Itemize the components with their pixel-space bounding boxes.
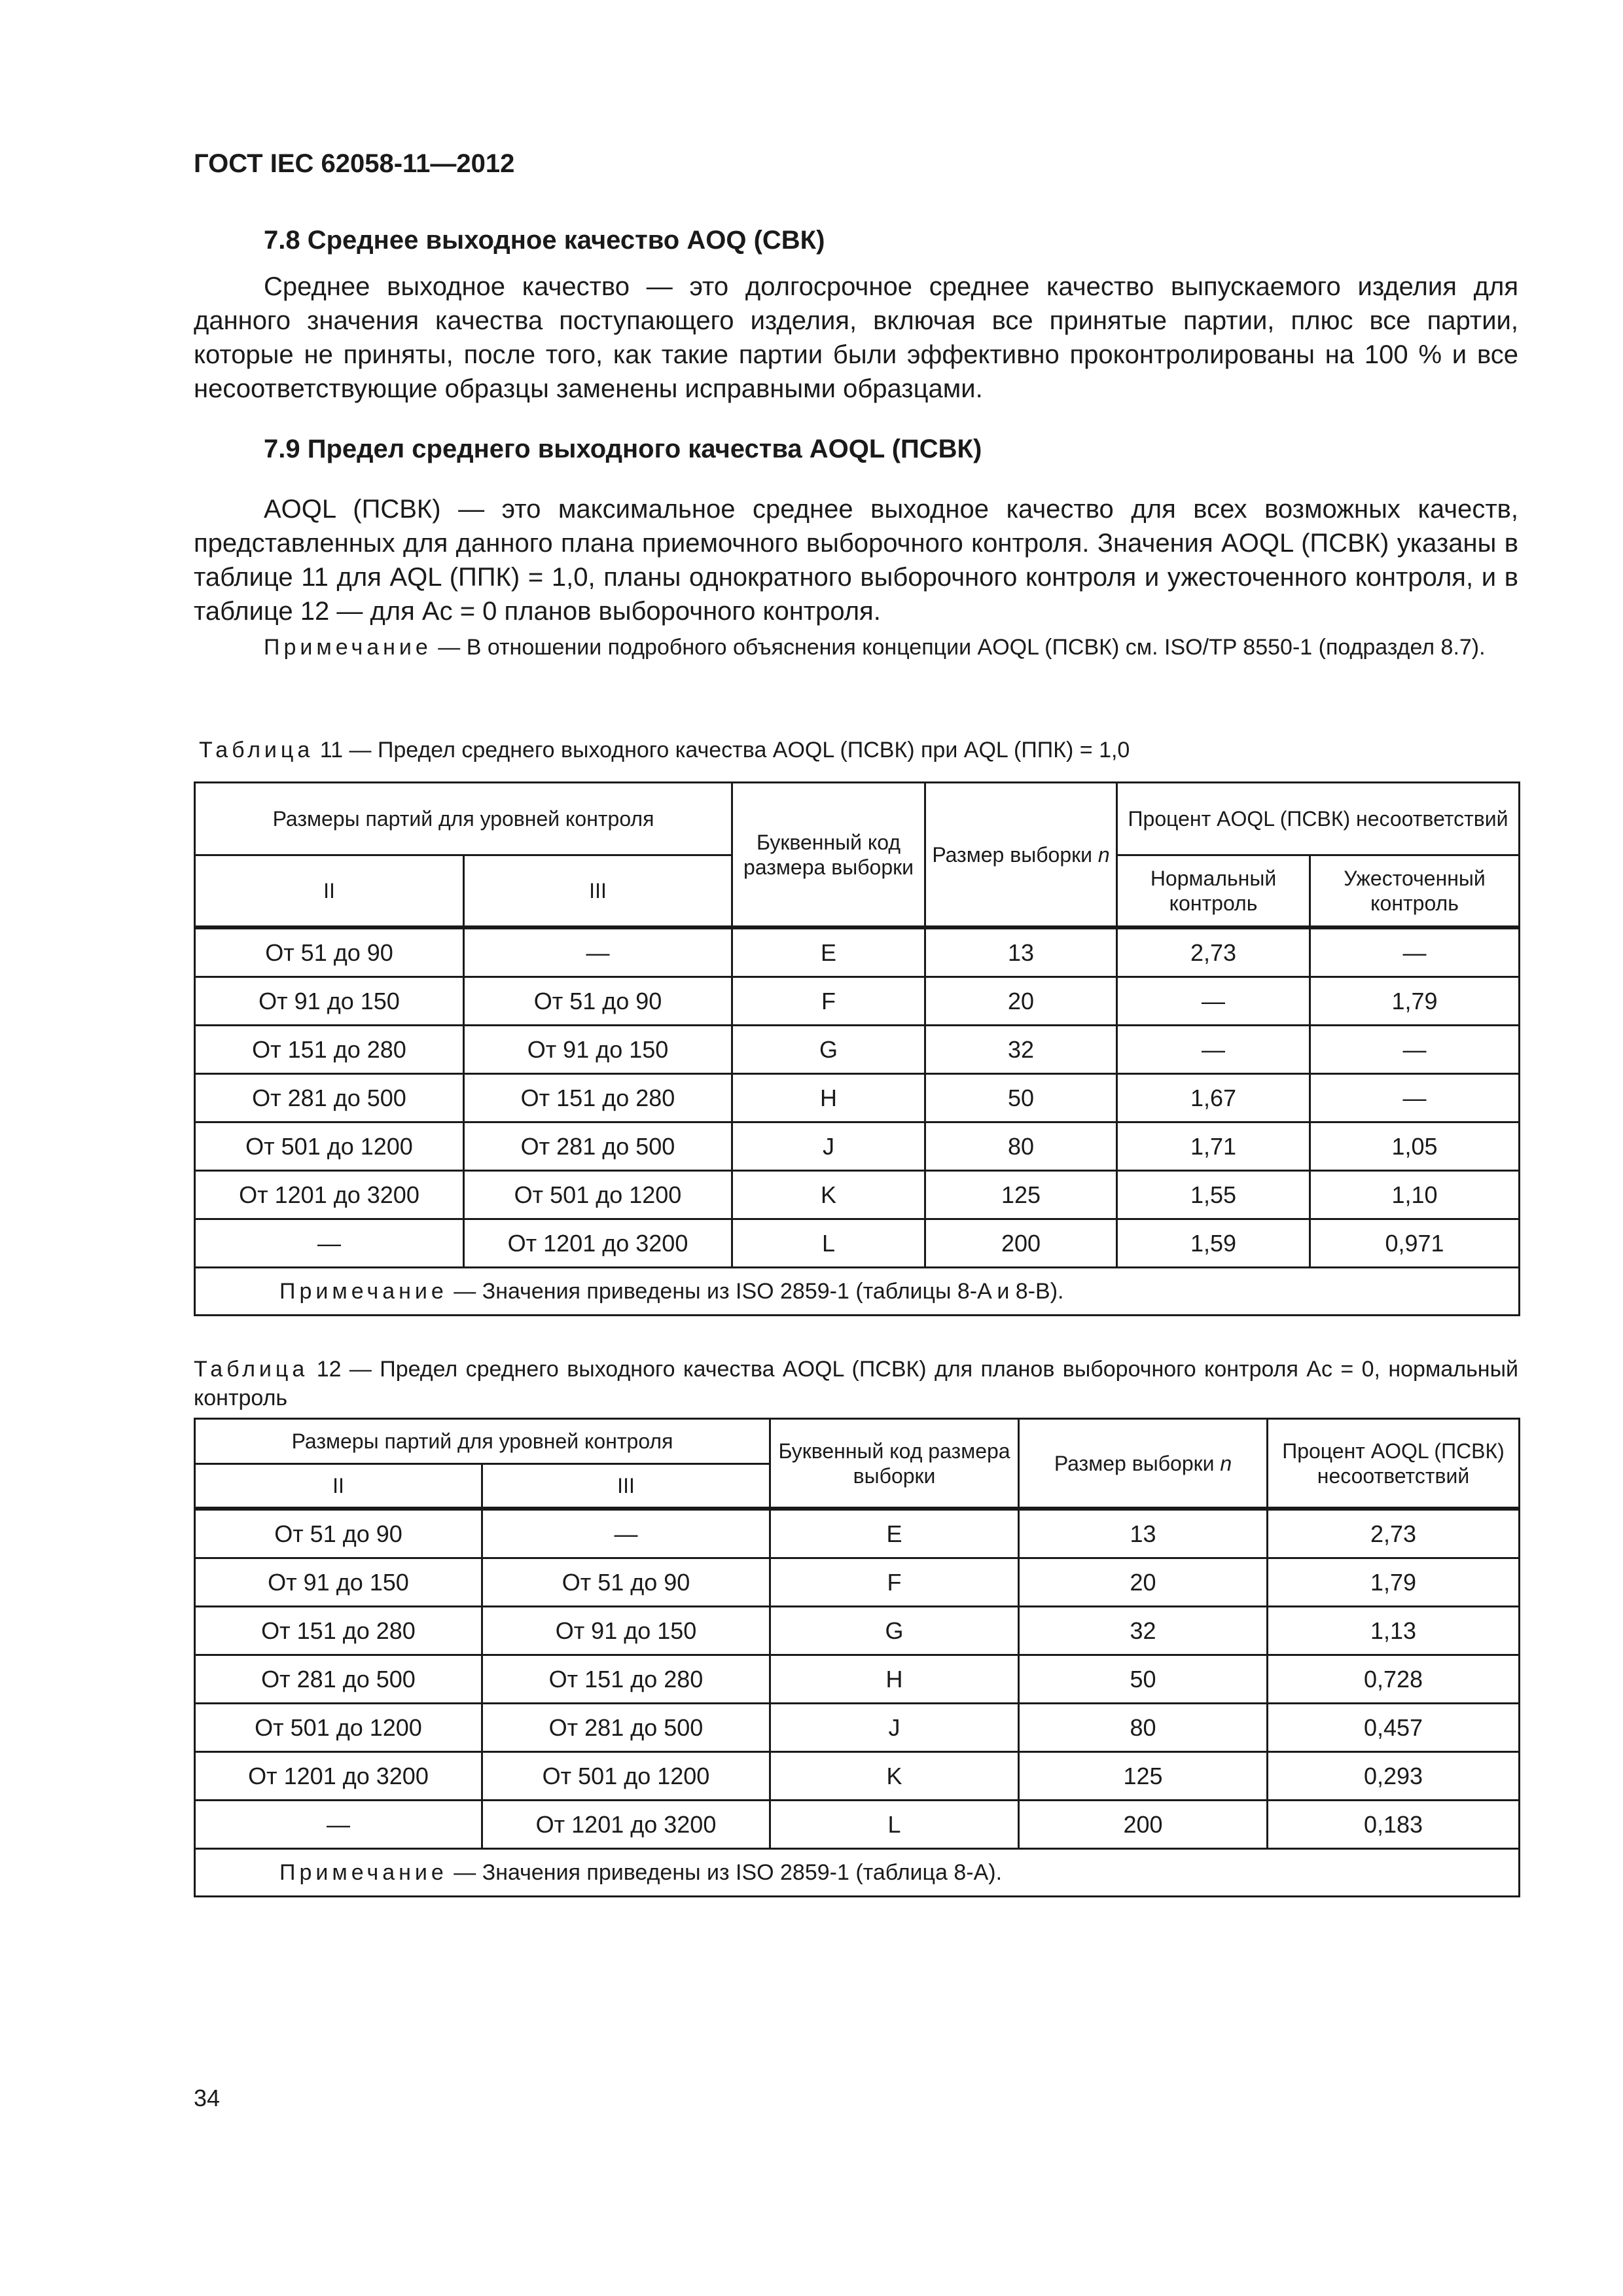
table-row — [195, 1655, 1520, 1704]
caption-label: Таблица — [194, 1357, 309, 1382]
normal-control-header: Нормальный контроль — [1117, 855, 1310, 928]
tightened-control-header: Ужесточенный контроль — [1310, 855, 1520, 928]
code-letter-cell: J — [770, 1704, 1019, 1752]
sample-size-cell: 13 — [1019, 1509, 1268, 1558]
section-7-9-text: AOQL (ПСВК) — это максимальное среднее выходное качество для всех возможных качеств, представленных для данного плана приемочного выборочного контроля. Значения AOQL (ПСВК) указаны в таблице 11 для AQL (ППК) = 1,0, планы однократного выборочного контроля и ужесточенного контроля, и в таблице 12 — для Ac = 0 планов выборочного контроля. — [194, 495, 1518, 626]
code-letter-cell: F — [732, 977, 925, 1026]
lot-size-level-2-cell: От 151 до 280 — [195, 1607, 482, 1655]
table-row — [195, 1558, 1520, 1607]
caption-label: Таблица — [199, 738, 314, 762]
lot-size-level-2-cell: — — [195, 1219, 464, 1268]
note-text: — Значения приведены из ISO 2859-1 (таблица 8-A). — [447, 1860, 1003, 1885]
level-2-header: II — [195, 1464, 482, 1509]
section-7-9-note — [194, 633, 1518, 662]
note-label: Примечание — [279, 1860, 448, 1885]
sample-size-cell: 50 — [925, 1074, 1117, 1122]
caption-text: 11 — Предел среднего выходного качества AOQL (ПСВК) при AQL (ППК) = 1,0 — [313, 738, 1130, 762]
sample-size-label: Размер выборки — [1054, 1451, 1221, 1475]
table-row — [195, 977, 1520, 1026]
lot-size-level-3-cell: — — [464, 927, 732, 977]
aoql-tightened-cell: — — [1310, 1074, 1520, 1122]
aoql-cell: 2,73 — [1268, 1509, 1520, 1558]
aoql-cell: 1,13 — [1268, 1607, 1520, 1655]
sample-size-variable: n — [1097, 842, 1110, 867]
sample-size-cell: 125 — [1019, 1752, 1268, 1801]
lot-size-level-2-cell: От 1201 до 3200 — [195, 1752, 482, 1801]
page-number: 34 — [194, 2085, 221, 2111]
aoql-tightened-cell: 1,05 — [1310, 1122, 1520, 1171]
table-11-caption — [199, 736, 1130, 764]
lot-size-level-3-cell: От 1201 до 3200 — [482, 1801, 770, 1849]
lot-size-level-2-cell: От 1201 до 3200 — [195, 1171, 464, 1219]
aoql-normal-cell: 1,59 — [1117, 1219, 1310, 1268]
sample-size-variable: n — [1220, 1451, 1232, 1475]
sample-size-cell: 13 — [925, 927, 1117, 977]
code-letter-cell: G — [732, 1026, 925, 1074]
code-letter-header: Буквенный код размера выборки — [732, 783, 925, 928]
section-7-9-heading: 7.9 Предел среднего выходного качества AOQL (ПСВК) — [264, 435, 982, 463]
table-row — [195, 1752, 1520, 1801]
aoql-tightened-cell: 1,10 — [1310, 1171, 1520, 1219]
code-letter-header: Буквенный код размера выборки — [770, 1419, 1019, 1509]
aoql-percent-header: Процент AOQL (ПСВК) несоответствий — [1268, 1419, 1520, 1509]
lot-size-level-3-cell: От 151 до 280 — [464, 1074, 732, 1122]
lot-size-level-2-cell: От 501 до 1200 — [195, 1704, 482, 1752]
aoql-tightened-cell: 1,79 — [1310, 977, 1520, 1026]
sample-size-cell: 200 — [925, 1219, 1117, 1268]
aoql-normal-cell: — — [1117, 1026, 1310, 1074]
lot-size-level-3-cell: От 501 до 1200 — [464, 1171, 732, 1219]
lot-sizes-header: Размеры партий для уровней контроля — [195, 783, 732, 855]
sample-size-header — [1019, 1419, 1268, 1509]
aoql-normal-cell: 1,67 — [1117, 1074, 1310, 1122]
lot-size-level-3-cell: От 91 до 150 — [482, 1607, 770, 1655]
lot-size-level-2-cell: От 281 до 500 — [195, 1655, 482, 1704]
lot-sizes-header: Размеры партий для уровней контроля — [195, 1419, 770, 1464]
table-row — [195, 927, 1520, 977]
sample-size-header — [925, 783, 1117, 928]
code-letter-cell: F — [770, 1558, 1019, 1607]
sample-size-cell: 20 — [925, 977, 1117, 1026]
table-row — [195, 1219, 1520, 1268]
lot-size-level-2-cell: — — [195, 1801, 482, 1849]
lot-size-level-3-cell: От 1201 до 3200 — [464, 1219, 732, 1268]
aoql-tightened-cell: — — [1310, 927, 1520, 977]
code-letter-cell: G — [770, 1607, 1019, 1655]
note-label: Примечание — [264, 635, 432, 660]
table-row — [195, 1171, 1520, 1219]
aoql-normal-cell: 1,71 — [1117, 1122, 1310, 1171]
table-row — [195, 1801, 1520, 1849]
sample-size-cell: 32 — [1019, 1607, 1268, 1655]
table-row — [195, 1026, 1520, 1074]
note-text: — В отношении подробного объяснения концепции AOQL (ПСВК) см. ISO/TP 8550-1 (подраздел 8.7). — [431, 635, 1486, 660]
lot-size-level-3-cell: От 51 до 90 — [464, 977, 732, 1026]
code-letter-cell: L — [732, 1219, 925, 1268]
lot-size-level-2-cell: От 51 до 90 — [195, 927, 464, 977]
aoql-normal-cell: 1,55 — [1117, 1171, 1310, 1219]
section-7-8-text: Среднее выходное качество — это долгосрочное среднее качество выпускаемого изделия для данного значения качества поступающего изделия, включая все принятые партии, плюс все партии, которые не приняты, после того, как такие партии были эффективно проконтролированы на 100 % и все несоответствующие образцы заменены исправными образцами. — [194, 272, 1518, 403]
sample-size-cell: 32 — [925, 1026, 1117, 1074]
code-letter-cell: E — [770, 1509, 1019, 1558]
aoql-cell: 0,457 — [1268, 1704, 1520, 1752]
table-row — [195, 1122, 1520, 1171]
table-11-note — [195, 1268, 1520, 1316]
lot-size-level-3-cell: От 91 до 150 — [464, 1026, 732, 1074]
table-row — [195, 1607, 1520, 1655]
table-11 — [194, 781, 1520, 1316]
table-row — [195, 1074, 1520, 1122]
lot-size-level-3-cell: От 501 до 1200 — [482, 1752, 770, 1801]
sample-size-cell: 125 — [925, 1171, 1117, 1219]
lot-size-level-2-cell: От 501 до 1200 — [195, 1122, 464, 1171]
table-row — [195, 1509, 1520, 1558]
lot-size-level-3-cell: От 281 до 500 — [482, 1704, 770, 1752]
section-7-8-heading: 7.8 Среднее выходное качество AOQ (СВК) — [264, 226, 825, 255]
aoql-cell: 0,728 — [1268, 1655, 1520, 1704]
lot-size-level-3-cell: От 281 до 500 — [464, 1122, 732, 1171]
sample-size-cell: 50 — [1019, 1655, 1268, 1704]
code-letter-cell: H — [770, 1655, 1019, 1704]
lot-size-level-3-cell: — — [482, 1509, 770, 1558]
lot-size-level-3-cell: От 151 до 280 — [482, 1655, 770, 1704]
lot-size-level-2-cell: От 91 до 150 — [195, 1558, 482, 1607]
sample-size-cell: 200 — [1019, 1801, 1268, 1849]
sample-size-cell: 80 — [1019, 1704, 1268, 1752]
sample-size-cell: 80 — [925, 1122, 1117, 1171]
table-12-caption — [194, 1355, 1518, 1412]
code-letter-cell: L — [770, 1801, 1019, 1849]
lot-size-level-2-cell: От 91 до 150 — [195, 977, 464, 1026]
code-letter-cell: E — [732, 927, 925, 977]
aoql-percent-header: Процент AOQL (ПСВК) несоответствий — [1117, 783, 1520, 855]
note-label: Примечание — [279, 1279, 448, 1304]
table-row — [195, 1704, 1520, 1752]
lot-size-level-2-cell: От 51 до 90 — [195, 1509, 482, 1558]
aoql-tightened-cell: 0,971 — [1310, 1219, 1520, 1268]
note-text: — Значения приведены из ISO 2859-1 (таблицы 8-A и 8-B). — [447, 1279, 1064, 1304]
lot-size-level-3-cell: От 51 до 90 — [482, 1558, 770, 1607]
document-code: ГОСТ IEC 62058-11—2012 — [194, 149, 515, 178]
code-letter-cell: H — [732, 1074, 925, 1122]
table-12-note — [195, 1849, 1520, 1897]
aoql-cell: 0,183 — [1268, 1801, 1520, 1849]
aoql-tightened-cell: — — [1310, 1026, 1520, 1074]
level-2-header: II — [195, 855, 464, 928]
level-3-header: III — [482, 1464, 770, 1509]
lot-size-level-2-cell: От 281 до 500 — [195, 1074, 464, 1122]
aoql-normal-cell: — — [1117, 977, 1310, 1026]
code-letter-cell: J — [732, 1122, 925, 1171]
aoql-cell: 1,79 — [1268, 1558, 1520, 1607]
aoql-normal-cell: 2,73 — [1117, 927, 1310, 977]
sample-size-label: Размер выборки — [932, 842, 1098, 867]
lot-size-level-2-cell: От 151 до 280 — [195, 1026, 464, 1074]
table-12 — [194, 1418, 1520, 1897]
code-letter-cell: K — [732, 1171, 925, 1219]
sample-size-cell: 20 — [1019, 1558, 1268, 1607]
code-letter-cell: K — [770, 1752, 1019, 1801]
aoql-cell: 0,293 — [1268, 1752, 1520, 1801]
level-3-header: III — [464, 855, 732, 928]
caption-text: 12 — Предел среднего выходного качества AOQL (ПСВК) для планов выборочного контроля Ac = 0, нормальный контроль — [194, 1357, 1518, 1410]
